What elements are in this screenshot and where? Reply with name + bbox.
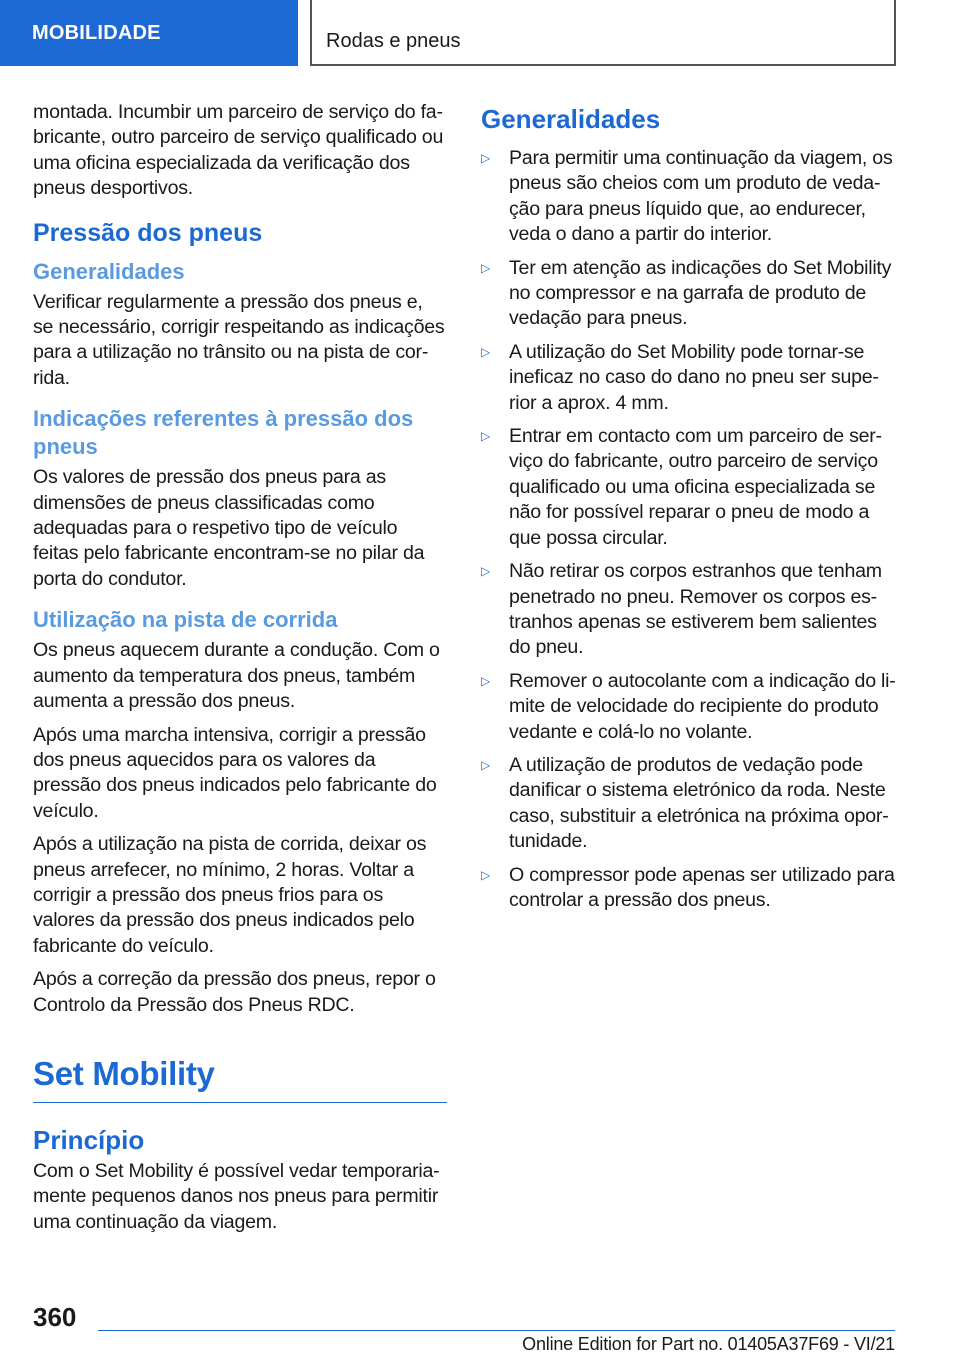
track-paragraph-2: Após uma marcha intensiva, corrigir a pressão dos pneus aquecidos para os valores da pressão dos pneus indicados pelo fabricante do veículo. (33, 723, 437, 822)
list-item: ▷ Para permitir uma continuação da viagem, os pneus são cheios com um produto de vedação para pneus líquido que, ao endurecer, veda o dano a partir do interior. (481, 147, 893, 246)
track-subheading: Utilização na pista de corrida (33, 607, 338, 633)
triangle-bullet-icon: ▷ (481, 673, 490, 688)
chapter-title: Rodas e pneus (310, 0, 896, 66)
principle-paragraph: Com o Set Mobility é possível vedar temporariamente pequenos danos nos pneus para permitir uma continuação da viagem. (33, 1159, 440, 1233)
page-footer (0, 1290, 960, 1362)
principle-heading: Princípio (33, 1124, 145, 1155)
triangle-bullet-icon: ▷ (481, 757, 490, 772)
track-paragraph-3: Após a utilização na pista de corrida, deixar os pneus arrefecer, no mínimo, 2 horas. Voltar a corrigir a pressão dos pneus frios para os valores da pressão dos pneus indicados pelo fabricante do veículo. (33, 833, 427, 957)
pressure-heading: Pressão dos pneus (33, 218, 263, 247)
general-paragraph: Verificar regularmente a pressão dos pneus e, se necessário, corrigir respeitando as indicações para a utilização no trânsito ou na pista de corrida. (33, 290, 445, 389)
track-paragraph-4: Após a correção da pressão dos pneus, repor o Controlo da Pressão dos Pneus RDC. (33, 968, 436, 1016)
list-item: ▷ A utilização do Set Mobility pode tornar-se ineficaz no caso do dano no pneu ser superior a aprox. 4 mm. (481, 340, 879, 414)
page-header (0, 0, 960, 66)
right-general-heading: Generalidades (481, 104, 661, 134)
list-item: ▷ Não retirar os corpos estranhos que tenham penetrado no pneu. Remover os corpos estranhos apenas se estiverem bem salientes do pneu. (481, 560, 882, 659)
footer-divider (98, 1330, 895, 1331)
triangle-bullet-icon: ▷ (481, 429, 490, 444)
triangle-bullet-icon: ▷ (481, 344, 490, 359)
bullet-list (481, 146, 899, 913)
triangle-bullet-icon: ▷ (481, 151, 490, 165)
list-item: ▷ A utilização de produtos de vedação pode danificar o sistema eletrónico da roda. Neste caso, substituir a eletrónica na próxima oportunidade. (481, 753, 889, 853)
set-mobility-heading: Set Mobility (33, 1054, 447, 1103)
triangle-bullet-icon: ▷ (481, 564, 490, 579)
section-tab: MOBILIDADE (0, 0, 298, 66)
track-paragraph-1: Os pneus aquecem durante a condução. Com o aumento da temperatura dos pneus, também aumenta a pressão dos pneus. (33, 639, 440, 713)
page-number: 360 (33, 1302, 77, 1332)
list-item: ▷ Remover o autocolante com a indicação do limite de velocidade do recipiente do produto vedante e colá-lo no volante. (481, 669, 896, 743)
triangle-bullet-icon: ▷ (481, 867, 490, 882)
triangle-bullet-icon: ▷ (481, 260, 490, 275)
list-item: ▷ O compressor pode apenas ser utilizado para controlar a pressão dos pneus. (481, 863, 895, 911)
list-item: ▷ Entrar em contacto com um parceiro de serviço do fabricante, outro parceiro de serviço qualificado ou uma oficina especializada se não for possível reparar o pneu de modo a que possa circular. (481, 425, 883, 549)
list-item: ▷ Ter em atenção as indicações do Set Mobility no compressor e na garrafa de produto de vedação para pneus. (481, 256, 892, 330)
general-subheading: Generalidades (33, 258, 185, 284)
indications-subheading: Indicações referentes à pressão dos pneus (33, 406, 414, 460)
left-column (33, 100, 447, 1243)
intro-paragraph: montada. Incumbir um parceiro de serviço do fabricante, outro parceiro de serviço qualificado ou uma oficina especializada da verificação dos pneus desportivos. (33, 101, 444, 200)
right-column (481, 100, 899, 921)
edition-note: Online Edition for Part no. 01405A37F69 - VI/21 (522, 1334, 895, 1354)
indications-paragraph: Os valores de pressão dos pneus para as dimensões de pneus classificadas como adequadas para o respetivo tipo de veículo feitas pelo fabricante encontram-se no pilar da porta do condutor. (33, 466, 425, 590)
